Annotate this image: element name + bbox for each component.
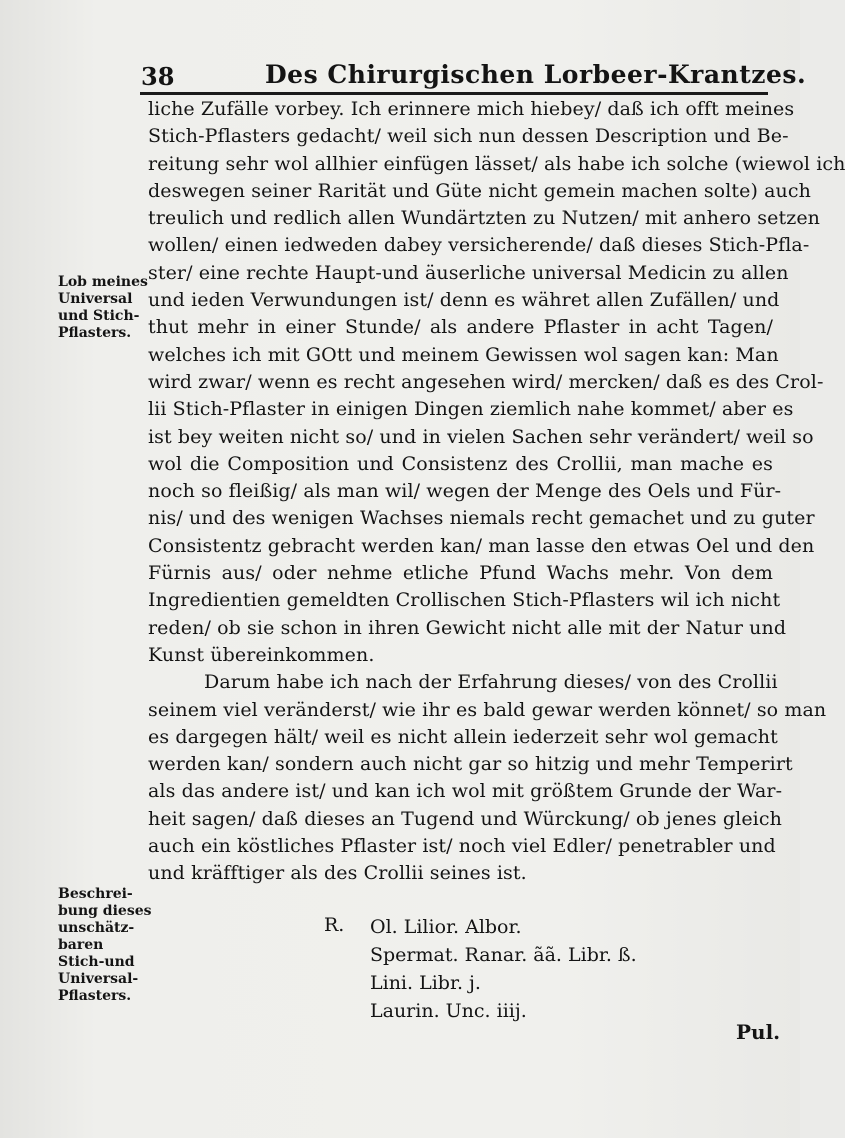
page-header [135, 52, 807, 92]
text-line: Ingredientien gemeldten Crollischen Stich-Pflasters wil ich nicht [148, 589, 781, 612]
text-line: heit sagen/ daß dieses an Tugend und Würckung/ ob jenes gleich [148, 807, 782, 830]
text-line: Stich-Pflasters gedacht/ weil sich nun dessen Description und Be- [148, 125, 789, 148]
text-line: nis/ und des wenigen Wachses niemals recht gemachet und zu guter [148, 507, 815, 530]
marginal-line: Pflasters. [58, 325, 132, 341]
text-line: auch ein köstliches Pflaster ist/ noch viel Edler/ penetrabler und [148, 835, 776, 858]
marginal-line: Universal- [58, 971, 139, 987]
marginal-note [58, 886, 150, 1005]
marginal-note [58, 274, 150, 342]
text-line: und kräfftiger als des Crollii seines ist. [148, 862, 527, 885]
marginal-line: bung dieses [58, 903, 152, 919]
marginal-line: und Stich- [58, 308, 140, 324]
text-line: welches ich mit GOtt und meinem Gewissen wol sagen kan: Man [148, 343, 779, 366]
text-line: Consistentz gebracht werden kan/ man lasse den etwas Oel und den [148, 534, 815, 557]
text-line: treulich und redlich allen Wundärtzten zu Nutzen/ mit anhero setzen [148, 207, 821, 230]
text-line: und ieden Verwundungen ist/ denn es währet allen Zufällen/ und [148, 289, 780, 312]
text-line: noch so fleißig/ als man wil/ wegen der Menge des Oels und Für- [148, 480, 782, 503]
text-line: ist bey weiten nicht so/ und in vielen Sachen sehr verändert/ weil so [148, 425, 814, 448]
text-line: Kunst übereinkommen. [148, 643, 375, 666]
text-line: werden kan/ sondern auch nicht gar so hitzig und mehr Temperirt [148, 753, 793, 776]
text-line: lii Stich-Pflaster in einigen Dingen ziemlich nahe kommet/ aber es [148, 398, 794, 421]
text-line: wollen/ einen iedweden dabey versicherende/ daß dieses Stich-Pfla- [148, 234, 810, 257]
text-line: reitung sehr wol allhier einfügen lässet/ als habe ich solche (wiewol ich [148, 152, 845, 175]
recipe-prefix: R. [324, 914, 345, 936]
recipe-item: Spermat. Ranar. ãã. Libr. ß. [370, 944, 637, 966]
recipe-item: Laurin. Unc. iiij. [370, 1000, 527, 1022]
text-line: seinem viel veränderst/ wie ihr es bald gewar werden könnet/ so man [148, 698, 827, 721]
text-line: liche Zufälle vorbey. Ich erinnere mich hiebey/ daß ich offt meines [148, 98, 795, 120]
text-line: Fürnis aus/ oder nehme etliche Pfund Wachs mehr. Von dem [148, 562, 773, 585]
text-line: wird zwar/ wenn es recht angesehen wird/ mercken/ daß es des Crol- [148, 370, 824, 393]
text-line: ster/ eine rechte Haupt-und äuserliche universal Medicin zu allen [148, 261, 789, 284]
body-text [148, 96, 845, 888]
text-line: wol die Composition und Consistenz des Crollii, man mache es [148, 452, 773, 475]
text-line: deswegen seiner Rarität und Güte nicht gemein machen solte) auch [148, 179, 811, 202]
running-head: Des Chirurgischen Lorbeer-Krantzes. [265, 60, 807, 89]
marginal-line: unschätz- [58, 920, 135, 936]
recipe-item: Ol. Lilior. Albor. [370, 916, 522, 938]
marginal-line: Universal [58, 291, 133, 307]
marginal-line: Lob meines [58, 274, 148, 290]
text-line: es dargegen hält/ weil es nicht allein iederzeit sehr wol gemacht [148, 725, 778, 748]
text-line: reden/ ob sie schon in ihren Gewicht nicht alle mit der Natur und [148, 616, 787, 639]
text-line: thut mehr in einer Stunde/ als andere Pflaster in acht Tagen/ [148, 316, 773, 339]
marginal-line: Stich-und [58, 954, 135, 970]
recipe-item: Lini. Libr. j. [370, 972, 481, 994]
text-line: als das andere ist/ und kan ich wol mit größtem Grunde der War- [148, 780, 783, 803]
page-number: 38 [141, 62, 175, 91]
marginal-line: Pflasters. [58, 988, 132, 1004]
marginal-line: Beschrei- [58, 886, 133, 902]
catchword: Pul. [736, 1020, 781, 1044]
text-line: Darum habe ich nach der Erfahrung dieses/ von des Crollii [204, 671, 778, 694]
marginal-line: baren [58, 937, 104, 953]
header-rule [140, 92, 768, 95]
